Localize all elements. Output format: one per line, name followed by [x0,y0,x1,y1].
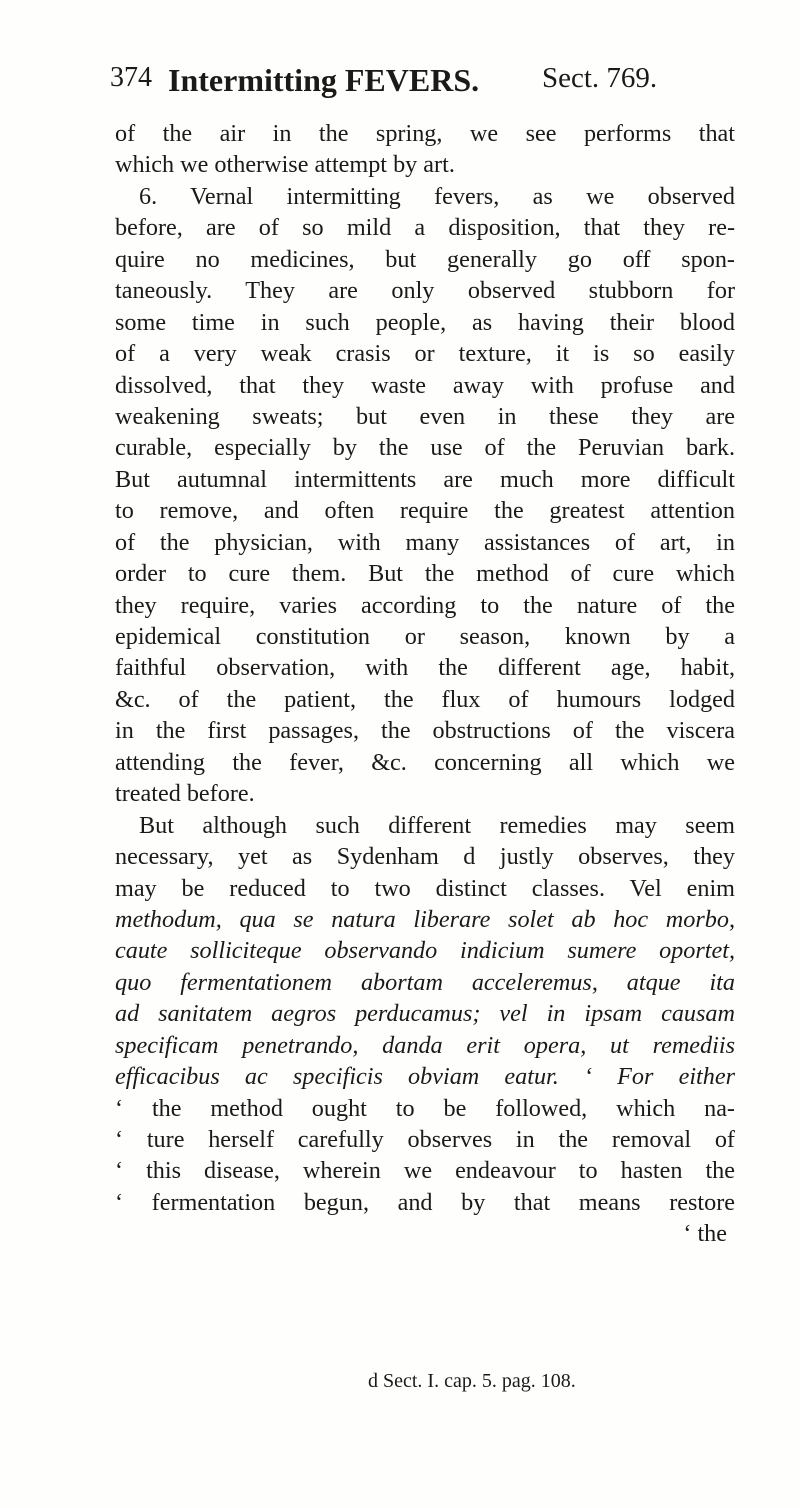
running-title: Intermitting FEVERS. [168,62,480,98]
text-line: faithful observation, with the different age, habit, [115,654,735,682]
text-line: treated before. [115,780,255,808]
catchword: ‘ the [683,1220,727,1248]
page-header [110,62,710,106]
text-line: &c. of the patient, the flux of humours lodged [115,685,735,713]
text-line: before, are of so mild a disposition, that they re- [115,214,735,242]
section-number: Sect. 769. [542,62,658,94]
text-line: caute solliciteque observando indicium sumere oportet, [115,937,735,965]
text-line: 6. Vernal intermitting fevers, as we observed [139,182,735,210]
text-line: some time in such people, as having their blood [115,308,735,336]
text-line: they require, varies according to the nature of the [115,591,735,619]
text-line: taneously. They are only observed stubborn for [115,277,735,305]
text-line: But autumnal intermittents are much more difficult [115,465,735,493]
text-line: in the first passages, the obstructions of the viscera [115,717,735,745]
text-line: dissolved, that they waste away with profuse and [115,371,735,399]
text-line: which we otherwise attempt by art. [115,151,455,179]
text-line: weakening sweats; but even in these they are [115,402,735,430]
page-number: 374 [110,62,152,93]
body-text [115,118,735,1250]
text-line: efficacibus ac specificis obviam eatur. ‘ For either [115,1063,735,1091]
text-line: methodum, qua se natura liberare solet ab hoc morbo, [115,905,735,933]
text-line: quo fermentationem abortam acceleremus, atque ita [115,968,735,996]
text-line: order to cure them. But the method of cure which [115,560,735,588]
text-line: ‘ the method ought to be followed, which na- [115,1094,735,1122]
text-line: curable, especially by the use of the Peruvian bark. [115,434,735,462]
text-line: of a very weak crasis or texture, it is so easily [115,340,735,368]
text-line: ‘ ture herself carefully observes in the removal of [115,1126,735,1153]
text-line: to remove, and often require the greatest attention [115,497,735,525]
text-line: epidemical constitution or season, known by a [115,623,735,650]
text-line: ‘ fermentation begun, and by that means restore [115,1188,735,1216]
text-line: necessary, yet as Sydenham d justly observes, they [115,843,735,871]
text-line: may be reduced to two distinct classes. Vel enim [115,874,735,902]
text-line: of the air in the spring, we see performs that [115,120,735,147]
text-line: specificam penetrando, danda erit opera, ut remediis [115,1031,735,1059]
text-line: But although such different remedies may seem [139,811,735,839]
text-line: ‘ this disease, wherein we endeavour to hasten the [115,1157,735,1185]
text-line: attending the fever, &c. concerning all which we [115,748,735,776]
text-line: of the physician, with many assistances of art, in [115,528,735,556]
text-line: quire no medicines, but generally go off spon- [115,245,735,273]
text-line: ad sanitatem aegros perducamus; vel in ipsam causam [115,1000,735,1028]
footnote: d Sect. I. cap. 5. pag. 108. [368,1370,576,1392]
